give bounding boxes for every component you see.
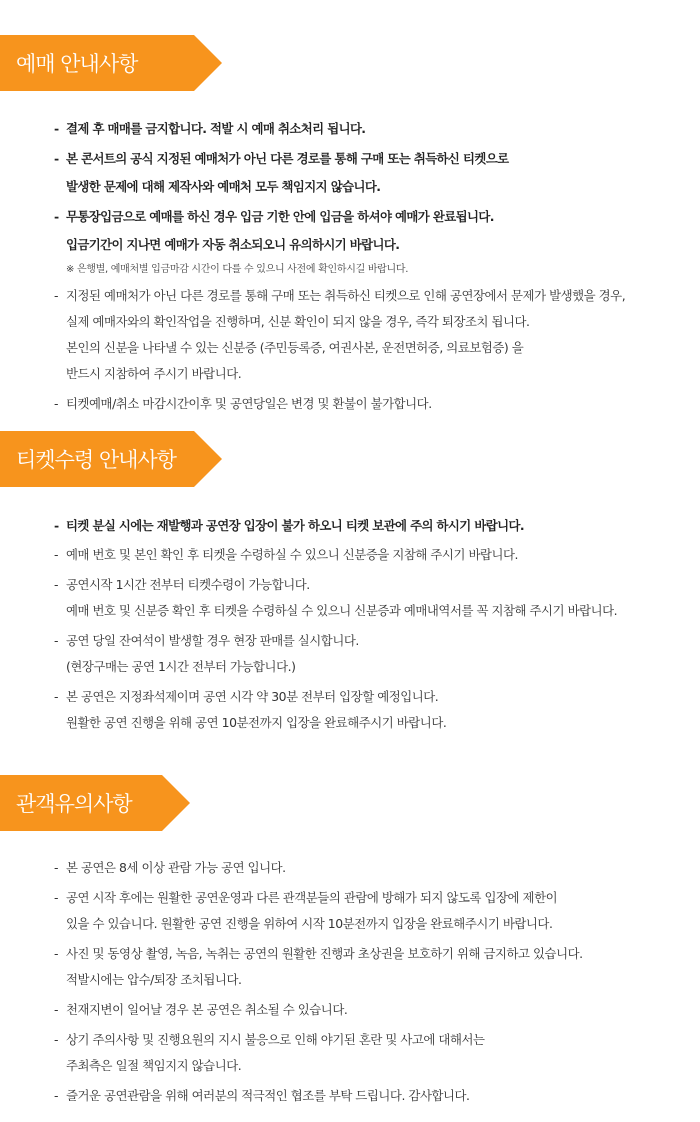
- bullet-dash: -: [54, 860, 59, 875]
- notice-line: 공연 당일 잔여석이 발생할 경우 현장 판매를 실시합니다.: [66, 633, 359, 648]
- notice-line: 무통장입금으로 예매를 하신 경우 입금 기한 안에 입금을 하셔야 예매가 완료됩니다.: [66, 209, 494, 224]
- notice-line: 공연 시작 후에는 원활한 공연운영과 다른 관객분들의 관람에 방해가 되지 않도록 입장에 제한이: [66, 890, 558, 905]
- notice-item: [54, 283, 694, 387]
- bullet-dash: -: [54, 1002, 59, 1017]
- section-title: 티켓수령 안내사항: [16, 448, 176, 472]
- notice-item: [54, 855, 694, 881]
- footnote: ※ 은행별, 예매처별 입금마감 시간이 다를 수 있으니 사전에 확인하시길 바랍니다.: [66, 264, 409, 275]
- bullet-dash: -: [54, 396, 59, 411]
- bullet-dash: -: [54, 547, 59, 562]
- notice-line: 사진 및 동영상 촬영, 녹음, 녹취는 공연의 원활한 진행과 초상권을 보호하기 위해 금지하고 있습니다.: [66, 946, 583, 961]
- section-title: 관객유의사항: [16, 792, 132, 816]
- bullet-dash: -: [54, 689, 59, 704]
- section-banner: [0, 775, 190, 831]
- bullet-dash: -: [54, 288, 59, 303]
- notice-line: 본 공연은 8세 이상 관람 가능 공연 입니다.: [66, 860, 286, 875]
- bullet-dash: -: [54, 946, 59, 961]
- bullet-dash: -: [54, 633, 59, 648]
- notice-item: [54, 997, 694, 1023]
- bullet-dash: -: [54, 1088, 59, 1103]
- notice-line: 지정된 예매처가 아닌 다른 경로를 통해 구매 또는 취득하신 티켓으로 인해 공연장에서 문제가 발생했을 경우,: [66, 288, 626, 303]
- notice-item: [54, 572, 694, 624]
- notice-line: 본 콘서트의 공식 지정된 예매처가 아닌 다른 경로를 통해 구매 또는 취득하신 티켓으로: [66, 151, 509, 166]
- notice-list: [54, 855, 694, 1113]
- notice-item-important: [54, 512, 694, 540]
- notice-list: [54, 115, 694, 421]
- notice-item: [54, 391, 694, 417]
- section-title: 예매 안내사항: [16, 52, 138, 76]
- notice-item: [54, 941, 694, 993]
- notice-item-important: [54, 203, 694, 281]
- notice-item: [54, 628, 694, 680]
- notice-item: [54, 684, 694, 736]
- notice-line: 천재지변이 일어날 경우 본 공연은 취소될 수 있습니다.: [66, 1002, 348, 1017]
- notice-line: 즐거운 공연관람을 위해 여러분의 적극적인 협조를 부탁 드립니다. 감사합니다.: [66, 1088, 470, 1103]
- notice-item: [54, 542, 694, 568]
- notice-line: 티켓예매/취소 마감시간이후 및 공연당일은 변경 및 환불이 불가합니다.: [66, 396, 432, 411]
- notice-item: [54, 1027, 694, 1079]
- bullet-dash: -: [54, 518, 59, 533]
- bullet-dash: -: [54, 890, 59, 905]
- notice-line: 반드시 지참하여 주시기 바랍니다.: [66, 366, 242, 381]
- notice-line: 본인의 신분을 나타낼 수 있는 신분증 (주민등록증, 여권사본, 운전면허증, 의료보험증) 을: [66, 340, 524, 355]
- notice-line: 적발시에는 압수/퇴장 조치됩니다.: [66, 972, 242, 987]
- notice-line: 입금기간이 지나면 예매가 자동 취소되오니 유의하시기 바랍니다.: [66, 237, 400, 252]
- notice-line: 예매 번호 및 본인 확인 후 티켓을 수령하실 수 있으니 신분증을 지참해 주시기 바랍니다.: [66, 547, 519, 562]
- notice-item-important: [54, 145, 694, 201]
- notice-line: 상기 주의사항 및 진행요원의 지시 불응으로 인해 야기된 혼란 및 사고에 대해서는: [66, 1032, 485, 1047]
- bullet-dash: -: [54, 121, 59, 136]
- bullet-dash: -: [54, 209, 59, 224]
- notice-line: 원활한 공연 진행을 위해 공연 10분전까지 입장을 완료해주시기 바랍니다.: [66, 715, 447, 730]
- notice-item: [54, 1083, 694, 1109]
- notice-line: (현장구매는 공연 1시간 전부터 가능합니다.): [66, 659, 296, 674]
- bullet-dash: -: [54, 1032, 59, 1047]
- notice-line: 공연시작 1시간 전부터 티켓수령이 가능합니다.: [66, 577, 310, 592]
- notice-line: 티켓 분실 시에는 재발행과 공연장 입장이 불가 하오니 티켓 보관에 주의 하시기 바랍니다.: [66, 518, 524, 533]
- notice-line: 결제 후 매매를 금지합니다. 적발 시 예매 취소처리 됩니다.: [66, 121, 366, 136]
- section-banner: [0, 35, 222, 91]
- notice-line: 실제 예매자와의 확인작업을 진행하며, 신분 확인이 되지 않을 경우, 즉각 퇴장조치 됩니다.: [66, 314, 530, 329]
- notice-list: [54, 512, 694, 740]
- bullet-dash: -: [54, 151, 59, 166]
- notice-item-important: [54, 115, 694, 143]
- notice-line: 본 공연은 지정좌석제이며 공연 시각 약 30분 전부터 입장할 예정입니다.: [66, 689, 439, 704]
- section-banner: [0, 431, 222, 487]
- notice-line: 예매 번호 및 신분증 확인 후 티켓을 수령하실 수 있으니 신분증과 예매내역서를 꼭 지참해 주시기 바랍니다.: [66, 603, 618, 618]
- notice-line: 있을 수 있습니다. 원활한 공연 진행을 위하여 시작 10분전까지 입장을 완료해주시기 바랍니다.: [66, 916, 553, 931]
- bullet-dash: -: [54, 577, 59, 592]
- notice-line: 주최측은 일절 책임지지 않습니다.: [66, 1058, 242, 1073]
- notice-item: [54, 885, 694, 937]
- notice-line: 발생한 문제에 대해 제작사와 예매처 모두 책임지지 않습니다.: [66, 179, 381, 194]
